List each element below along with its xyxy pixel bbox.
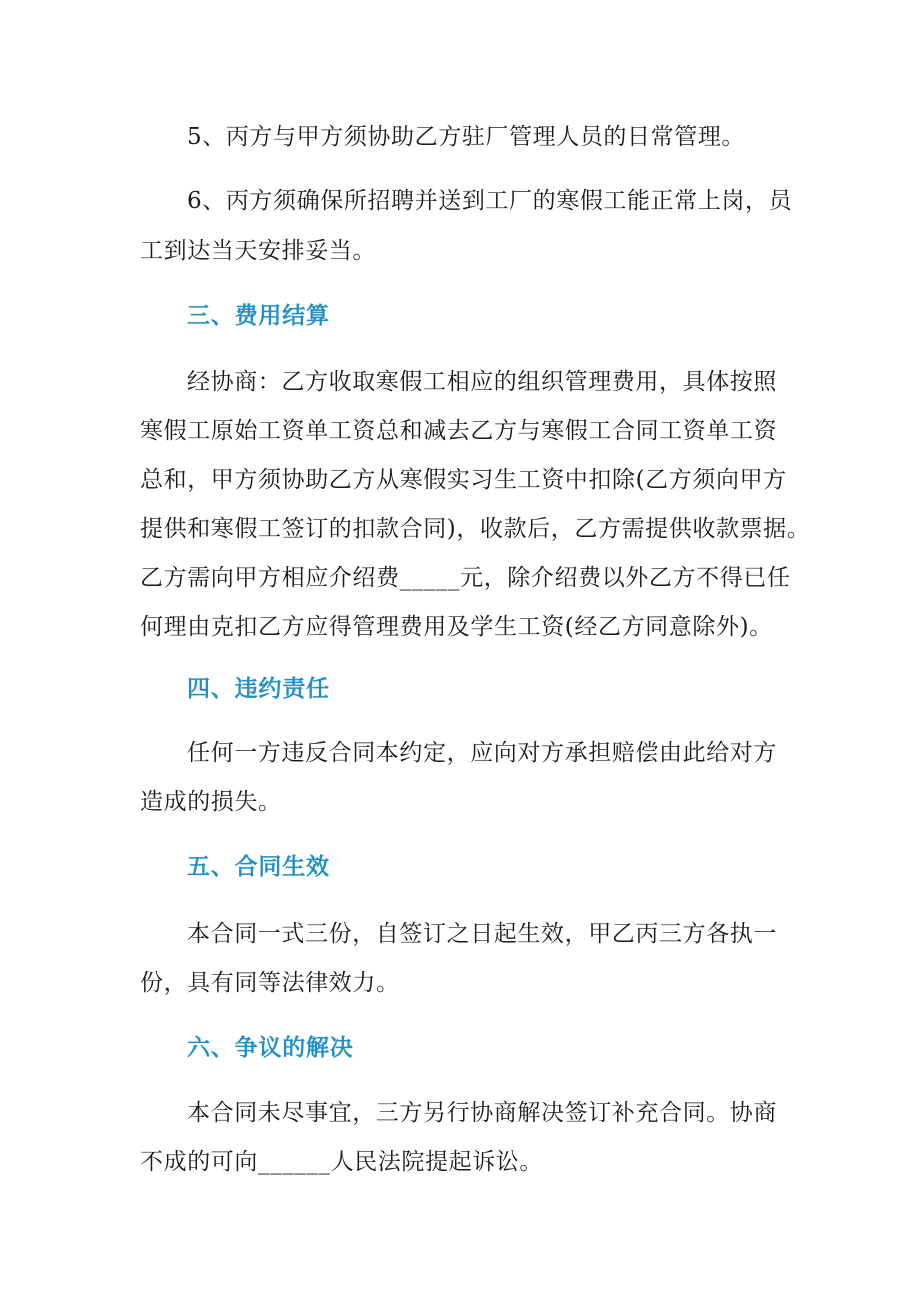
dispute-resolution-line-2: 不成的可向______人民法院提起诉讼。 xyxy=(140,1149,543,1175)
fee-settlement-line-6: 何理由克扣乙方应得管理费用及学生工资(经乙方同意除外)。 xyxy=(140,614,773,640)
fee-settlement-line-2: 寒假工原始工资单工资总和减去乙方与寒假工合同工资单工资 xyxy=(140,418,778,444)
fee-settlement-line-1: 经协商：乙方收取寒假工相应的组织管理费用，具体按照 xyxy=(187,369,777,395)
contract-effect-line-1: 本合同一式三份，自签订之日起生效，甲乙丙三方各执一 xyxy=(187,921,777,947)
dispute-resolution-line-1: 本合同未尽事宜，三方另行协商解决签订补充合同。协商 xyxy=(187,1100,777,1126)
contract-effect-line-2: 份，具有同等法律效力。 xyxy=(140,970,400,996)
clause-5: 5、丙方与甲方须协助乙方驻厂管理人员的日常管理。 xyxy=(187,124,746,150)
section-heading-dispute-resolution: 六、争议的解决 xyxy=(187,1035,354,1061)
section-heading-breach-liability: 四、违约责任 xyxy=(187,676,330,702)
clause-6-line-1: 6、丙方须确保所招聘并送到工厂的寒假工能正常上岗，员 xyxy=(187,188,793,214)
section-heading-fee-settlement: 三、费用结算 xyxy=(187,303,330,329)
section-heading-contract-effect: 五、合同生效 xyxy=(187,854,330,880)
fee-settlement-line-3: 总和，甲方须协助乙方从寒假实习生工资中扣除(乙方须向甲方 xyxy=(140,467,787,493)
fee-settlement-line-4: 提供和寒假工签订的扣款合同)，收款后，乙方需提供收款票据。 xyxy=(140,516,811,542)
breach-liability-line-2: 造成的损失。 xyxy=(140,789,282,815)
fee-settlement-line-5: 乙方需向甲方相应介绍费_____元，除介绍费以外乙方不得已任 xyxy=(140,565,791,591)
breach-liability-line-1: 任何一方违反合同本约定，应向对方承担赔偿由此给对方 xyxy=(187,740,777,766)
clause-6-line-2: 工到达当天安排妥当。 xyxy=(140,238,376,264)
